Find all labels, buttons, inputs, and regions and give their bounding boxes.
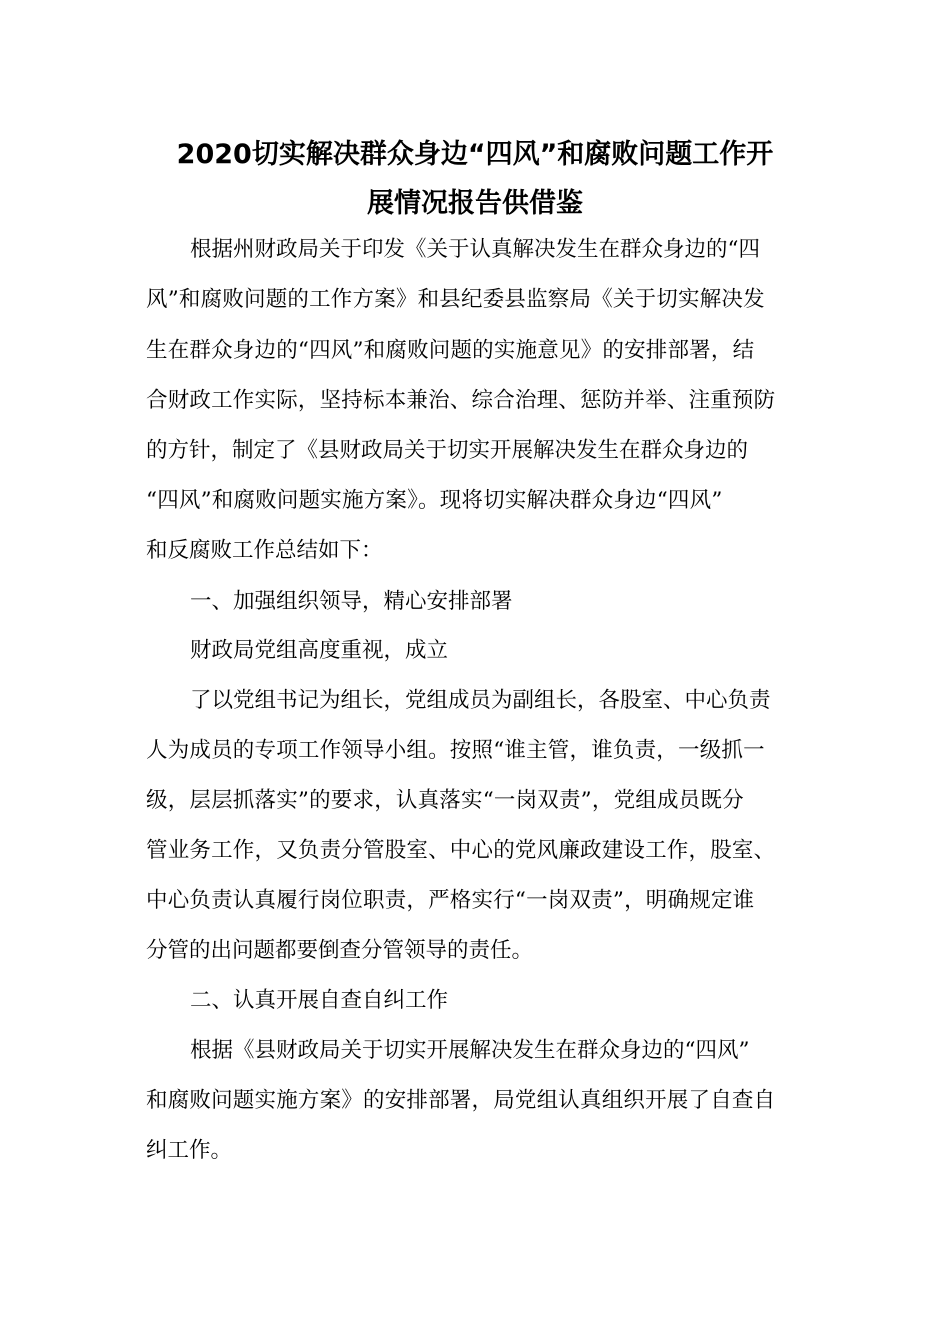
paragraph-line: 级，层层抓落实”的要求，认真落实“一岗双责”，党组成员既分 — [146, 788, 744, 813]
document-title-line-1: 2020切实解决群众身边“四风”和腐败问题工作开 — [176, 139, 774, 170]
paragraph-line: 和腐败问题实施方案》的安排部署，局党组认真组织开展了自查自 — [146, 1088, 776, 1113]
paragraph-line: 生在群众身边的“四风”和腐败问题的实施意见》的安排部署，结 — [146, 338, 755, 363]
section-heading: 一、加强组织领导，精心安排部署 — [190, 589, 513, 614]
paragraph-line: 中心负责认真履行岗位职责，严格实行“一岗双责”，明确规定谁 — [146, 888, 755, 913]
paragraph-line: “四风”和腐败问题实施方案》。现将切实解决群众身边“四风” — [146, 488, 723, 513]
paragraph-line: 人为成员的专项工作领导小组。按照“谁主管，谁负责，一级抓一 — [146, 738, 765, 763]
paragraph-line: 管业务工作，又负责分管股室、中心的党风廉政建设工作，股室、 — [146, 838, 776, 863]
paragraph-line: 的方针，制定了《县财政局关于切实开展解决发生在群众身边的 — [146, 438, 749, 463]
paragraph-line: 根据州财政局关于印发《关于认真解决发生在群众身边的“四 — [190, 237, 760, 262]
paragraph-line: 和反腐败工作总结如下： — [146, 538, 383, 563]
paragraph-line: 根据《县财政局关于切实开展解决发生在群众身边的“四风” — [190, 1038, 750, 1063]
paragraph-line: 了以党组书记为组长，党组成员为副组长，各股室、中心负责 — [190, 688, 771, 713]
section-heading: 二、认真开展自查自纠工作 — [190, 988, 449, 1013]
paragraph-line: 纠工作。 — [146, 1138, 233, 1163]
paragraph-line: 合财政工作实际，坚持标本兼治、综合治理、惩防并举、注重预防 — [146, 388, 776, 413]
paragraph-line: 财政局党组高度重视，成立 — [190, 638, 449, 663]
paragraph-line: 风”和腐败问题的工作方案》和县纪委县监察局《关于切实解决发 — [146, 287, 765, 312]
paragraph-line: 分管的出问题都要倒查分管领导的责任。 — [146, 938, 534, 963]
document-title-line-2: 展情况报告供借鉴 — [367, 188, 583, 219]
